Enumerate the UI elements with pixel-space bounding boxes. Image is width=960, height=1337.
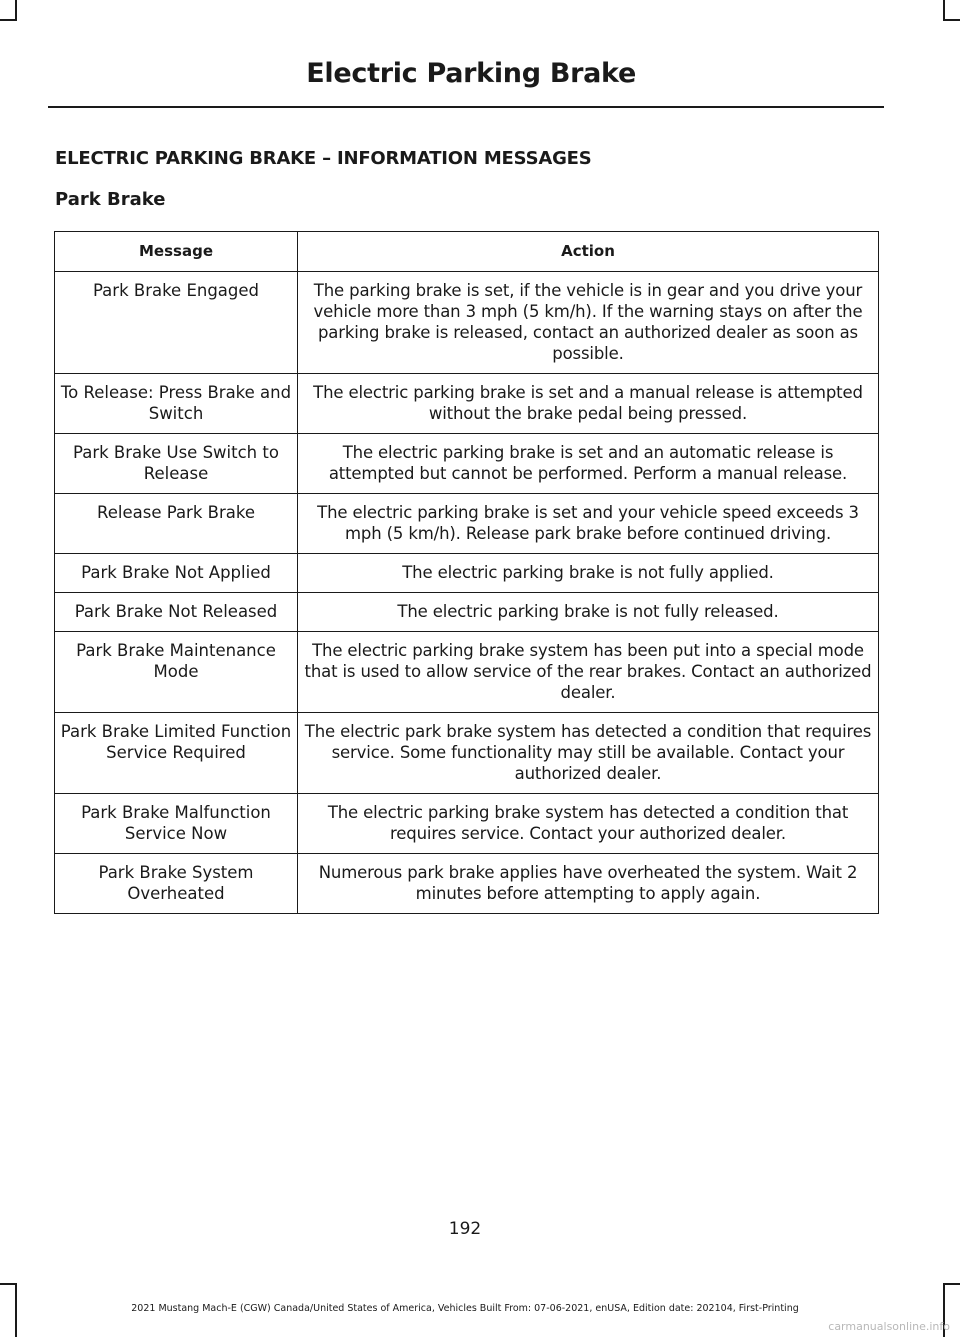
table-row — [55, 272, 879, 374]
action-cell: The electric parking brake system has been put into a special mode that is used to allow service of the rear brakes. Contact an authorized dealer. — [298, 632, 879, 713]
message-cell: Park Brake Malfunction Service Now — [55, 794, 298, 854]
table-row — [55, 374, 879, 434]
message-cell: Park Brake Not Released — [55, 593, 298, 632]
action-cell: The electric parking brake is set and a manual release is attempted without the brake pedal being pressed. — [298, 374, 879, 434]
table-row — [55, 554, 879, 593]
table-row — [55, 854, 879, 914]
action-cell: The electric parking brake is not fully applied. — [298, 554, 879, 593]
crop-mark-top-right-horizontal — [943, 19, 960, 21]
action-cell: The electric parking brake is set and an automatic release is attempted but cannot be performed. Perform a manual release. — [298, 434, 879, 494]
watermark: carmanualsonline.info — [828, 1320, 950, 1333]
message-cell: Park Brake Maintenance Mode — [55, 632, 298, 713]
crop-mark-top-right-vertical — [943, 0, 945, 20]
crop-mark-bottom-left-horizontal — [0, 1283, 17, 1285]
message-cell: Park Brake System Overheated — [55, 854, 298, 914]
message-cell: To Release: Press Brake and Switch — [55, 374, 298, 434]
crop-mark-top-left-horizontal — [0, 19, 17, 21]
sub-heading: Park Brake — [55, 189, 166, 210]
information-messages-table — [54, 231, 879, 914]
footer-edition-text: 2021 Mustang Mach-E (CGW) Canada/United States of America, Vehicles Built From: 07-06-2021, enUSA, Edition date: 202104, First-Printing — [131, 1303, 799, 1314]
table-row — [55, 794, 879, 854]
table-row — [55, 713, 879, 794]
action-cell: Numerous park brake applies have overheated the system. Wait 2 minutes before attempting to apply again. — [298, 854, 879, 914]
column-header-action: Action — [298, 232, 879, 272]
action-cell: The parking brake is set, if the vehicle is in gear and you drive your vehicle more than 3 mph (5 km/h). If the warning stays on after the parking brake is released, contact an authorized dealer as soon as possible. — [298, 272, 879, 374]
message-cell: Park Brake Not Applied — [55, 554, 298, 593]
table-row — [55, 434, 879, 494]
table-row — [55, 494, 879, 554]
action-cell: The electric parking brake system has detected a condition that requires service. Contact your authorized dealer. — [298, 794, 879, 854]
page-number: 192 — [448, 1219, 482, 1239]
message-cell: Park Brake Use Switch to Release — [55, 434, 298, 494]
action-cell: The electric parking brake is set and your vehicle speed exceeds 3 mph (5 km/h). Release park brake before continued driving. — [298, 494, 879, 554]
table-row — [55, 593, 879, 632]
action-cell: The electric parking brake is not fully released. — [298, 593, 879, 632]
table-header-row — [55, 232, 879, 272]
header-divider — [48, 106, 884, 108]
action-cell: The electric park brake system has detected a condition that requires service. Some functionality may still be available. Contact your authorized dealer. — [298, 713, 879, 794]
table-row — [55, 632, 879, 713]
message-cell: Park Brake Limited Function Service Required — [55, 713, 298, 794]
crop-mark-bottom-right-horizontal — [943, 1283, 960, 1285]
message-cell: Release Park Brake — [55, 494, 298, 554]
crop-mark-top-left-vertical — [15, 0, 17, 20]
column-header-message: Message — [55, 232, 298, 272]
page-header-title: Electric Parking Brake — [306, 58, 636, 89]
section-heading: ELECTRIC PARKING BRAKE – INFORMATION MESSAGES — [55, 148, 592, 169]
message-cell: Park Brake Engaged — [55, 272, 298, 374]
